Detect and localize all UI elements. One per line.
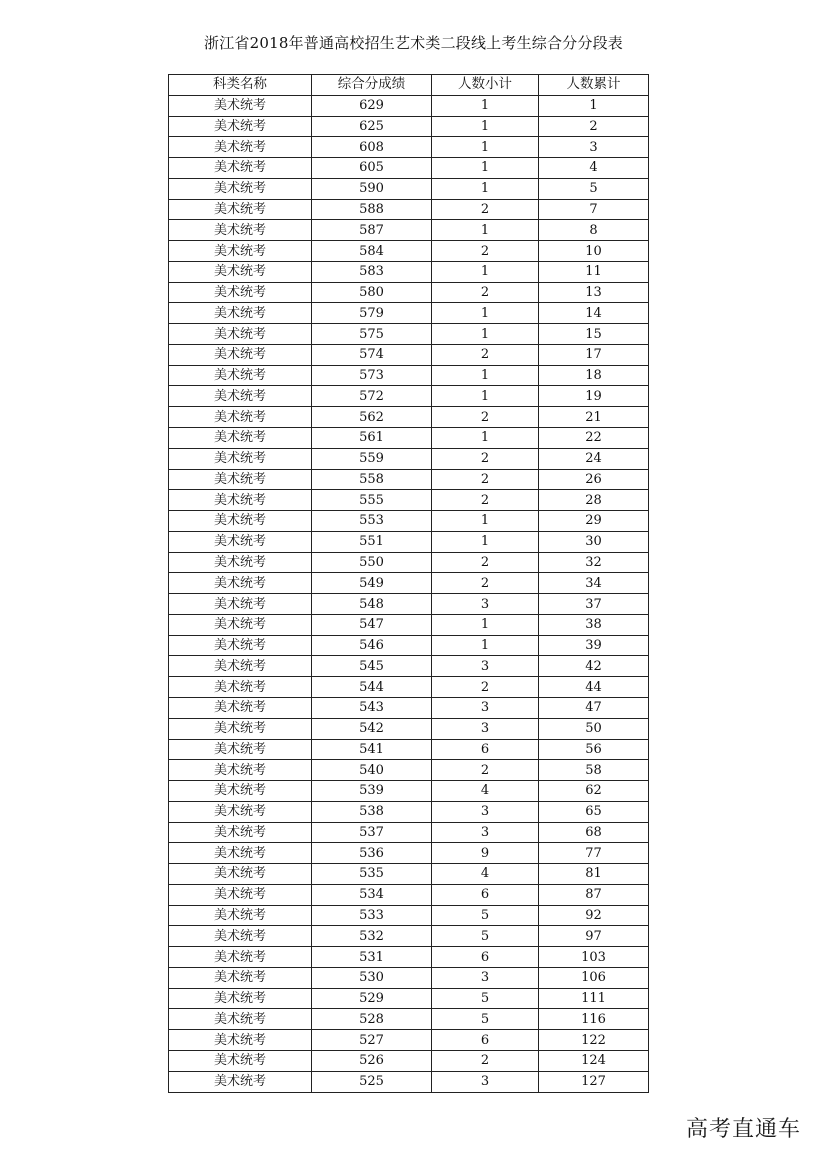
cell-category: 美术统考 — [169, 594, 312, 615]
cell-cumulative: 39 — [539, 635, 649, 656]
cell-cumulative: 11 — [539, 261, 649, 282]
cell-category: 美术统考 — [169, 739, 312, 760]
table-row — [169, 781, 649, 802]
cell-score: 545 — [312, 656, 432, 677]
cell-count: 5 — [432, 905, 539, 926]
cell-category: 美术统考 — [169, 967, 312, 988]
cell-count: 5 — [432, 1009, 539, 1030]
cell-cumulative: 103 — [539, 947, 649, 968]
header-category: 科类名称 — [169, 75, 312, 96]
cell-cumulative: 42 — [539, 656, 649, 677]
cell-count: 6 — [432, 884, 539, 905]
cell-score: 544 — [312, 677, 432, 698]
cell-category: 美术统考 — [169, 947, 312, 968]
table-row — [169, 511, 649, 532]
table-row — [169, 386, 649, 407]
cell-score: 528 — [312, 1009, 432, 1030]
cell-count: 3 — [432, 697, 539, 718]
cell-count: 2 — [432, 552, 539, 573]
cell-category: 美术统考 — [169, 697, 312, 718]
cell-count: 2 — [432, 469, 539, 490]
table-row — [169, 822, 649, 843]
cell-cumulative: 81 — [539, 864, 649, 885]
cell-category: 美术统考 — [169, 926, 312, 947]
table-row — [169, 614, 649, 635]
cell-score: 541 — [312, 739, 432, 760]
cell-score: 533 — [312, 905, 432, 926]
table-header-row — [169, 75, 649, 96]
table-row — [169, 739, 649, 760]
cell-count: 3 — [432, 718, 539, 739]
cell-cumulative: 127 — [539, 1071, 649, 1092]
table-row — [169, 365, 649, 386]
cell-category: 美术统考 — [169, 614, 312, 635]
cell-category: 美术统考 — [169, 718, 312, 739]
cell-count: 1 — [432, 116, 539, 137]
cell-count: 1 — [432, 324, 539, 345]
cell-count: 6 — [432, 1030, 539, 1051]
cell-cumulative: 19 — [539, 386, 649, 407]
table-row — [169, 905, 649, 926]
cell-cumulative: 24 — [539, 448, 649, 469]
cell-cumulative: 124 — [539, 1050, 649, 1071]
cell-count: 1 — [432, 614, 539, 635]
table-row — [169, 178, 649, 199]
cell-count: 2 — [432, 573, 539, 594]
cell-cumulative: 34 — [539, 573, 649, 594]
cell-score: 535 — [312, 864, 432, 885]
cell-category: 美术统考 — [169, 573, 312, 594]
cell-count: 6 — [432, 739, 539, 760]
cell-category: 美术统考 — [169, 490, 312, 511]
cell-category: 美术统考 — [169, 864, 312, 885]
cell-score: 580 — [312, 282, 432, 303]
cell-cumulative: 106 — [539, 967, 649, 988]
cell-score: 574 — [312, 344, 432, 365]
table-row — [169, 656, 649, 677]
cell-category: 美术统考 — [169, 677, 312, 698]
cell-category: 美术统考 — [169, 635, 312, 656]
cell-count: 9 — [432, 843, 539, 864]
cell-score: 526 — [312, 1050, 432, 1071]
cell-count: 4 — [432, 781, 539, 802]
cell-score: 561 — [312, 428, 432, 449]
cell-cumulative: 15 — [539, 324, 649, 345]
cell-cumulative: 30 — [539, 531, 649, 552]
cell-count: 1 — [432, 261, 539, 282]
cell-cumulative: 3 — [539, 137, 649, 158]
table-row — [169, 988, 649, 1009]
table-row — [169, 95, 649, 116]
cell-category: 美术统考 — [169, 552, 312, 573]
cell-score: 575 — [312, 324, 432, 345]
cell-category: 美术统考 — [169, 801, 312, 822]
cell-count: 5 — [432, 988, 539, 1009]
cell-category: 美术统考 — [169, 261, 312, 282]
cell-cumulative: 5 — [539, 178, 649, 199]
cell-score: 551 — [312, 531, 432, 552]
cell-count: 3 — [432, 656, 539, 677]
cell-score: 555 — [312, 490, 432, 511]
table-row — [169, 864, 649, 885]
table-row — [169, 407, 649, 428]
cell-count: 1 — [432, 428, 539, 449]
cell-count: 2 — [432, 241, 539, 262]
cell-score: 546 — [312, 635, 432, 656]
cell-category: 美术统考 — [169, 760, 312, 781]
cell-score: 547 — [312, 614, 432, 635]
cell-count: 5 — [432, 926, 539, 947]
cell-score: 530 — [312, 967, 432, 988]
cell-count: 1 — [432, 386, 539, 407]
cell-category: 美术统考 — [169, 95, 312, 116]
cell-score: 536 — [312, 843, 432, 864]
table-row — [169, 199, 649, 220]
table-row — [169, 697, 649, 718]
cell-cumulative: 87 — [539, 884, 649, 905]
cell-count: 1 — [432, 531, 539, 552]
cell-cumulative: 28 — [539, 490, 649, 511]
cell-cumulative: 47 — [539, 697, 649, 718]
cell-score: 550 — [312, 552, 432, 573]
table-row — [169, 448, 649, 469]
table-body — [169, 95, 649, 1092]
table-row — [169, 1071, 649, 1092]
cell-category: 美术统考 — [169, 178, 312, 199]
cell-category: 美术统考 — [169, 303, 312, 324]
cell-category: 美术统考 — [169, 116, 312, 137]
cell-score: 529 — [312, 988, 432, 1009]
cell-score: 558 — [312, 469, 432, 490]
cell-score: 527 — [312, 1030, 432, 1051]
cell-score: 548 — [312, 594, 432, 615]
table-row — [169, 552, 649, 573]
cell-score: 583 — [312, 261, 432, 282]
cell-cumulative: 111 — [539, 988, 649, 1009]
cell-count: 1 — [432, 158, 539, 179]
table-row — [169, 116, 649, 137]
table-row — [169, 1030, 649, 1051]
table-row — [169, 718, 649, 739]
cell-cumulative: 22 — [539, 428, 649, 449]
cell-score: 543 — [312, 697, 432, 718]
table-row — [169, 220, 649, 241]
cell-score: 608 — [312, 137, 432, 158]
cell-category: 美术统考 — [169, 448, 312, 469]
table-row — [169, 531, 649, 552]
cell-cumulative: 58 — [539, 760, 649, 781]
cell-category: 美术统考 — [169, 1050, 312, 1071]
table-row — [169, 573, 649, 594]
cell-category: 美术统考 — [169, 386, 312, 407]
cell-score: 588 — [312, 199, 432, 220]
cell-score: 531 — [312, 947, 432, 968]
cell-score: 537 — [312, 822, 432, 843]
table-row — [169, 947, 649, 968]
table-row — [169, 324, 649, 345]
cell-category: 美术统考 — [169, 1009, 312, 1030]
table-row — [169, 760, 649, 781]
cell-score: 532 — [312, 926, 432, 947]
table-row — [169, 137, 649, 158]
header-cumulative: 人数累计 — [539, 75, 649, 96]
cell-count: 2 — [432, 448, 539, 469]
document-title: 浙江省2018年普通高校招生艺术类二段线上考生综合分分段表 — [204, 34, 623, 52]
cell-score: 549 — [312, 573, 432, 594]
cell-cumulative: 13 — [539, 282, 649, 303]
cell-category: 美术统考 — [169, 324, 312, 345]
cell-category: 美术统考 — [169, 843, 312, 864]
cell-count: 1 — [432, 511, 539, 532]
cell-category: 美术统考 — [169, 1030, 312, 1051]
cell-score: 573 — [312, 365, 432, 386]
cell-category: 美术统考 — [169, 988, 312, 1009]
cell-category: 美术统考 — [169, 428, 312, 449]
cell-score: 590 — [312, 178, 432, 199]
cell-category: 美术统考 — [169, 905, 312, 926]
cell-cumulative: 62 — [539, 781, 649, 802]
cell-count: 4 — [432, 864, 539, 885]
cell-score: 540 — [312, 760, 432, 781]
cell-cumulative: 50 — [539, 718, 649, 739]
cell-count: 1 — [432, 178, 539, 199]
cell-category: 美术统考 — [169, 344, 312, 365]
cell-cumulative: 122 — [539, 1030, 649, 1051]
table-row — [169, 469, 649, 490]
cell-cumulative: 37 — [539, 594, 649, 615]
cell-cumulative: 116 — [539, 1009, 649, 1030]
cell-category: 美术统考 — [169, 531, 312, 552]
table-row — [169, 635, 649, 656]
cell-score: 572 — [312, 386, 432, 407]
cell-cumulative: 97 — [539, 926, 649, 947]
cell-count: 2 — [432, 760, 539, 781]
cell-category: 美术统考 — [169, 822, 312, 843]
cell-count: 3 — [432, 594, 539, 615]
cell-cumulative: 77 — [539, 843, 649, 864]
table-row — [169, 926, 649, 947]
cell-count: 1 — [432, 365, 539, 386]
table-row — [169, 1009, 649, 1030]
cell-score: 587 — [312, 220, 432, 241]
cell-category: 美术统考 — [169, 407, 312, 428]
cell-count: 2 — [432, 490, 539, 511]
cell-count: 3 — [432, 822, 539, 843]
cell-count: 1 — [432, 303, 539, 324]
cell-category: 美术统考 — [169, 137, 312, 158]
cell-score: 542 — [312, 718, 432, 739]
cell-score: 629 — [312, 95, 432, 116]
cell-cumulative: 32 — [539, 552, 649, 573]
table-row — [169, 677, 649, 698]
cell-count: 3 — [432, 801, 539, 822]
cell-score: 539 — [312, 781, 432, 802]
cell-cumulative: 56 — [539, 739, 649, 760]
cell-category: 美术统考 — [169, 282, 312, 303]
cell-score: 605 — [312, 158, 432, 179]
table-row — [169, 594, 649, 615]
cell-category: 美术统考 — [169, 884, 312, 905]
cell-cumulative: 92 — [539, 905, 649, 926]
table-row — [169, 282, 649, 303]
cell-count: 3 — [432, 967, 539, 988]
table-row — [169, 1050, 649, 1071]
table-row — [169, 261, 649, 282]
cell-count: 6 — [432, 947, 539, 968]
cell-cumulative: 21 — [539, 407, 649, 428]
cell-score: 625 — [312, 116, 432, 137]
cell-cumulative: 4 — [539, 158, 649, 179]
cell-cumulative: 26 — [539, 469, 649, 490]
cell-score: 579 — [312, 303, 432, 324]
cell-count: 1 — [432, 220, 539, 241]
cell-category: 美术统考 — [169, 220, 312, 241]
table-row — [169, 490, 649, 511]
cell-cumulative: 38 — [539, 614, 649, 635]
cell-cumulative: 2 — [539, 116, 649, 137]
cell-category: 美术统考 — [169, 656, 312, 677]
cell-score: 525 — [312, 1071, 432, 1092]
cell-count: 2 — [432, 677, 539, 698]
cell-count: 2 — [432, 1050, 539, 1071]
table-row — [169, 843, 649, 864]
cell-category: 美术统考 — [169, 1071, 312, 1092]
cell-count: 1 — [432, 635, 539, 656]
cell-category: 美术统考 — [169, 365, 312, 386]
cell-cumulative: 44 — [539, 677, 649, 698]
table-row — [169, 241, 649, 262]
cell-count: 2 — [432, 407, 539, 428]
table-row — [169, 158, 649, 179]
cell-count: 1 — [432, 95, 539, 116]
cell-category: 美术统考 — [169, 511, 312, 532]
cell-cumulative: 68 — [539, 822, 649, 843]
cell-score: 562 — [312, 407, 432, 428]
watermark-logo-text: 高考直通车 — [685, 1117, 801, 1142]
cell-score: 559 — [312, 448, 432, 469]
cell-cumulative: 29 — [539, 511, 649, 532]
cell-score: 584 — [312, 241, 432, 262]
cell-count: 3 — [432, 1071, 539, 1092]
table-row — [169, 303, 649, 324]
cell-category: 美术统考 — [169, 781, 312, 802]
cell-count: 1 — [432, 137, 539, 158]
table-row — [169, 344, 649, 365]
cell-cumulative: 17 — [539, 344, 649, 365]
cell-cumulative: 7 — [539, 199, 649, 220]
cell-cumulative: 10 — [539, 241, 649, 262]
cell-category: 美术统考 — [169, 469, 312, 490]
cell-score: 534 — [312, 884, 432, 905]
score-distribution-table — [168, 74, 649, 1093]
cell-category: 美术统考 — [169, 241, 312, 262]
table-row — [169, 884, 649, 905]
cell-cumulative: 18 — [539, 365, 649, 386]
table-row — [169, 967, 649, 988]
cell-cumulative: 1 — [539, 95, 649, 116]
cell-category: 美术统考 — [169, 158, 312, 179]
cell-score: 538 — [312, 801, 432, 822]
cell-count: 2 — [432, 282, 539, 303]
cell-cumulative: 14 — [539, 303, 649, 324]
cell-category: 美术统考 — [169, 199, 312, 220]
header-score: 综合分成绩 — [312, 75, 432, 96]
cell-cumulative: 8 — [539, 220, 649, 241]
cell-score: 553 — [312, 511, 432, 532]
cell-count: 2 — [432, 199, 539, 220]
table-row — [169, 428, 649, 449]
header-count: 人数小计 — [432, 75, 539, 96]
cell-cumulative: 65 — [539, 801, 649, 822]
table-row — [169, 801, 649, 822]
cell-count: 2 — [432, 344, 539, 365]
